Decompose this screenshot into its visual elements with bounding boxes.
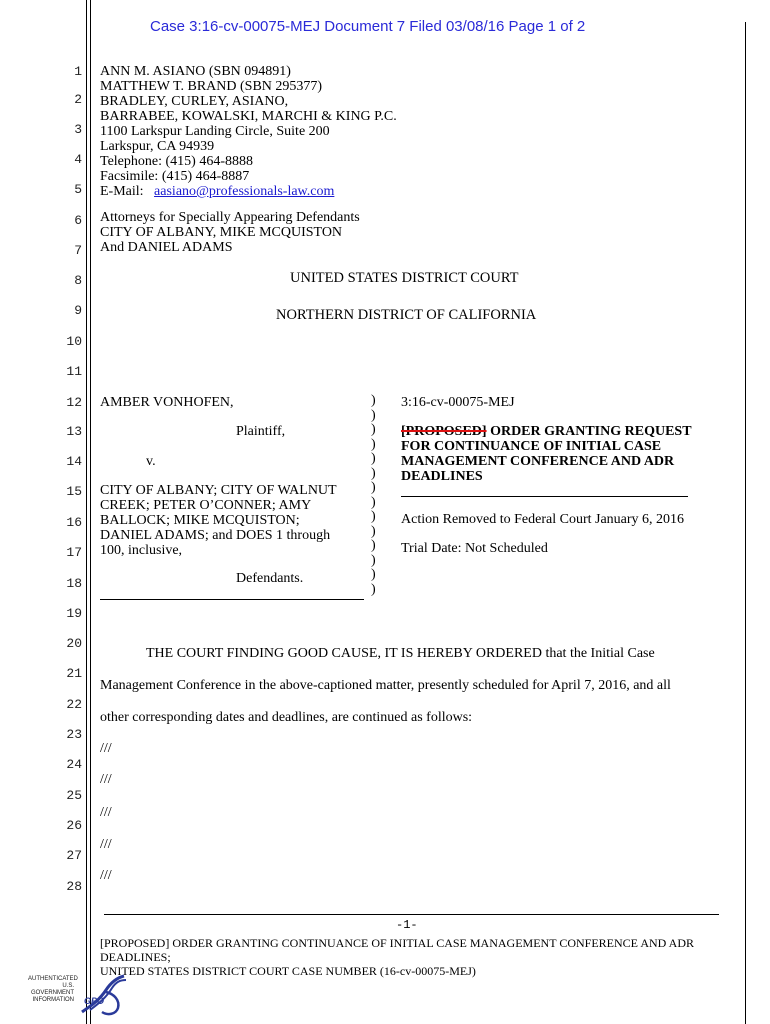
footer-line: DEADLINES;: [100, 950, 171, 964]
defendants-line: DANIEL ADAMS; and DOES 1 through: [100, 528, 331, 543]
footer-line: UNITED STATES DISTRICT COURT CASE NUMBER (16-cv-00075-MEJ): [100, 964, 476, 978]
line-number: 20: [66, 636, 82, 651]
versus: v.: [146, 454, 156, 469]
line-number: 3: [74, 122, 82, 137]
line-number: 26: [66, 818, 82, 833]
line-number: 18: [66, 576, 82, 591]
line-number: 4: [74, 152, 82, 167]
line-number: 9: [74, 303, 82, 318]
order-paragraph-line: other corresponding dates and deadlines, are continued as follows:: [100, 710, 473, 725]
page-number: -1-: [396, 918, 418, 932]
line-number: 2: [74, 92, 82, 107]
document-title-line: MANAGEMENT CONFERENCE AND ADR: [401, 454, 675, 469]
line-number: 22: [66, 697, 82, 712]
defendants-line: CITY OF ALBANY; CITY OF WALNUT: [100, 483, 337, 498]
counsel-line: ANN M. ASIANO (SBN 094891): [100, 64, 291, 79]
footer-line: [PROPOSED] ORDER GRANTING CONTINUANCE OF INITIAL CASE MANAGEMENT CONFERENCE AND ADR: [100, 936, 695, 950]
line-number: 15: [66, 484, 82, 499]
footer-caption: [100, 936, 694, 978]
left-margin-rule-outer: [86, 0, 87, 1024]
line-number: 27: [66, 848, 82, 863]
title-underline: [401, 496, 688, 497]
line-number: 5: [74, 182, 82, 197]
defendants-role: Defendants.: [236, 571, 304, 586]
counsel-line: MATTHEW T. BRAND (SBN 295377): [100, 79, 323, 94]
defendants-line: CREEK; PETER O’CONNER; AMY: [100, 498, 312, 513]
trial-date: Trial Date: Not Scheduled: [401, 541, 548, 556]
line-number: 17: [66, 545, 82, 560]
line-number: 1: [74, 64, 82, 79]
attorneys-for-line: Attorneys for Specially Appearing Defendants: [100, 210, 360, 225]
seal-text: AUTHENTICATED U.S. GOVERNMENT INFORMATION: [28, 976, 78, 1003]
order-paragraph-line: THE COURT FINDING GOOD CAUSE, IT IS HEREBY ORDERED that the Initial Case: [146, 646, 655, 661]
placeholder-slashes: ///: [100, 772, 112, 787]
caption-paren-column: ) ) ) ) ) ) ) ) ) ) ) ) ) ): [371, 393, 376, 597]
left-margin-rule-inner: [90, 0, 91, 1024]
line-number: 11: [66, 364, 82, 379]
line-number: 12: [66, 395, 82, 410]
counsel-line: BARRABEE, KOWALSKI, MARCHI & KING P.C.: [100, 109, 397, 124]
document-title-line: FOR CONTINUANCE OF INITIAL CASE: [401, 439, 662, 454]
right-margin-rule: [745, 22, 746, 1024]
line-number: 25: [66, 788, 82, 803]
eagle-icon: [76, 972, 128, 1018]
ecf-filing-header: Case 3:16-cv-00075-MEJ Document 7 Filed 03/08/16 Page 1 of 2: [150, 18, 586, 35]
counsel-line: Larkspur, CA 94939: [100, 139, 215, 154]
defendants-list: [100, 483, 337, 558]
order-paragraph-line: Management Conference in the above-captioned matter, presently scheduled for April 7, 2016, and all: [100, 678, 671, 693]
removal-date: Action Removed to Federal Court January 6, 2016: [401, 512, 685, 527]
line-number: 8: [74, 273, 82, 288]
attorneys-for-line: And DANIEL ADAMS: [100, 240, 233, 255]
plaintiff-role: Plaintiff,: [236, 424, 286, 439]
line-number: 16: [66, 515, 82, 530]
counsel-block: [100, 64, 397, 199]
email-line: [100, 184, 397, 199]
document-title-line: DEADLINES: [401, 469, 483, 484]
line-number: 24: [66, 757, 82, 772]
attorneys-for-block: [100, 210, 360, 255]
line-number: 19: [66, 606, 82, 621]
line-number: 21: [66, 666, 82, 681]
email-link[interactable]: aasiano@professionals-law.com: [154, 184, 335, 199]
gpo-mark: GPO: [84, 996, 105, 1006]
counsel-line: Telephone: (415) 464-8888: [100, 154, 253, 169]
counsel-line: BRADLEY, CURLEY, ASIANO,: [100, 94, 289, 109]
placeholder-slashes: ///: [100, 837, 112, 852]
line-number: 7: [74, 243, 82, 258]
proposed-struck: [PROPOSED]: [401, 424, 487, 439]
attorneys-for-line: CITY OF ALBANY, MIKE MCQUISTON: [100, 225, 343, 240]
placeholder-slashes: ///: [100, 741, 112, 756]
case-number: 3:16-cv-00075-MEJ: [401, 395, 515, 410]
counsel-line: Facsimile: (415) 464-8887: [100, 169, 250, 184]
court-name: UNITED STATES DISTRICT COURT: [290, 270, 519, 286]
line-number: 13: [66, 424, 82, 439]
court-district: NORTHERN DISTRICT OF CALIFORNIA: [276, 307, 537, 323]
email-label: E-Mail:: [100, 184, 144, 199]
footer-rule: [104, 914, 719, 915]
defendants-line: 100, inclusive,: [100, 543, 183, 558]
caption-underline: [100, 599, 364, 600]
defendants-line: BALLOCK; MIKE MCQUISTON;: [100, 513, 300, 528]
placeholder-slashes: ///: [100, 868, 112, 883]
gpo-authentication-seal: [28, 972, 138, 1020]
line-number: 10: [66, 334, 82, 349]
document-title: [401, 424, 692, 484]
line-number: 23: [66, 727, 82, 742]
line-number: 28: [66, 879, 82, 894]
line-number: 6: [74, 213, 82, 228]
line-number: 14: [66, 454, 82, 469]
plaintiff-name: AMBER VONHOFEN,: [100, 395, 234, 410]
document-title-line: [PROPOSED] ORDER GRANTING REQUEST: [401, 424, 692, 439]
counsel-line: 1100 Larkspur Landing Circle, Suite 200: [100, 124, 330, 139]
placeholder-slashes: ///: [100, 805, 112, 820]
